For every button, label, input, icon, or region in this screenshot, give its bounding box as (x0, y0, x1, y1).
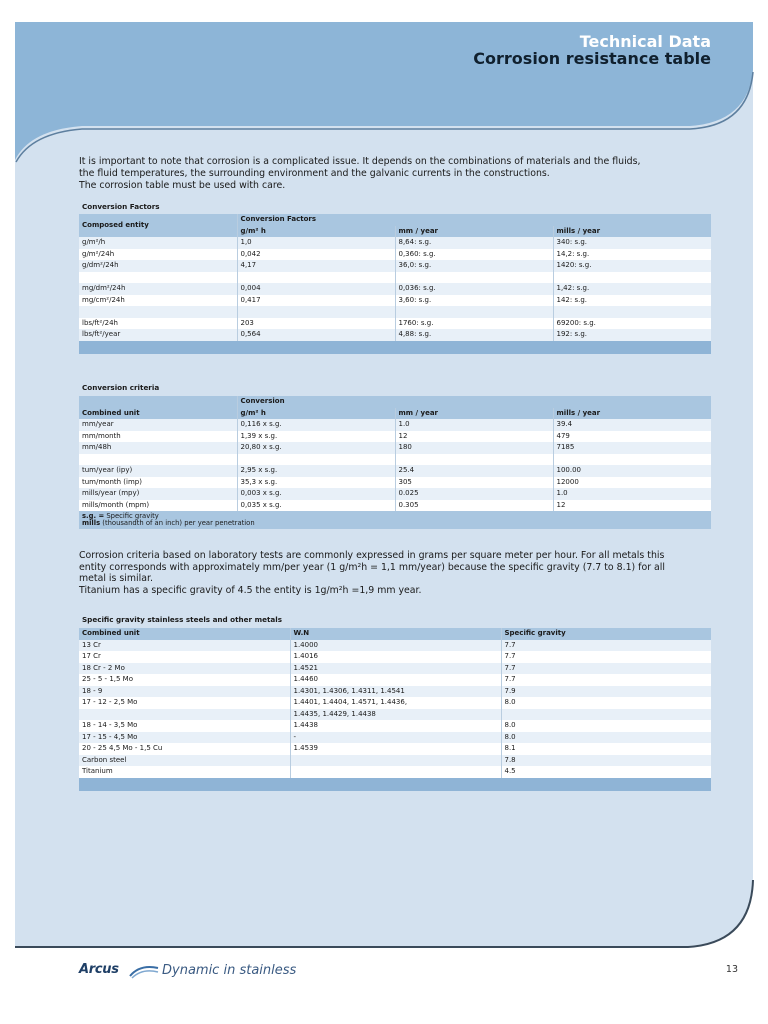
table-cell: 2,95 x s.g. (237, 465, 395, 477)
table-cell (395, 454, 553, 466)
table-cell: 1.4539 (290, 743, 501, 755)
table-cell: 1,42: s.g. (553, 283, 711, 295)
table-cell: 69200: s.g. (553, 318, 711, 330)
table-cell: 17 - 12 - 2,5 Mo (79, 697, 290, 709)
table-cell: 17 - 15 - 4,5 Mo (79, 732, 290, 744)
group-header: Conversion (237, 396, 711, 408)
table-cell: 305 (395, 477, 553, 489)
table-cell: 18 - 9 (79, 686, 290, 698)
table-cell: mills/month (mpm) (79, 500, 237, 512)
conversion-criteria-table (79, 396, 711, 529)
table-cell: mm/year (79, 419, 237, 431)
table-cell: g/m²/24h (79, 249, 237, 261)
table-cell: 1.4521 (290, 663, 501, 675)
table-cell: 180 (395, 442, 553, 454)
table-row (79, 295, 711, 307)
table-cell: 1.0 (553, 488, 711, 500)
table-row (79, 260, 711, 272)
table-cell: 8.0 (501, 697, 711, 709)
table-cell (395, 306, 553, 318)
table-cell: 7.9 (501, 686, 711, 698)
table-cell: 203 (237, 318, 395, 330)
table-row (79, 272, 711, 284)
table-row (79, 237, 711, 249)
arcus-wave-icon (128, 962, 160, 980)
table-header-row (79, 628, 711, 640)
table-cell: 35,3 x s.g. (237, 477, 395, 489)
table-row (79, 306, 711, 318)
table-cell: 1.4438 (290, 720, 501, 732)
table-cell (79, 272, 237, 284)
table-cell: mm/48h (79, 442, 237, 454)
table-cell: 17 Cr (79, 651, 290, 663)
logo-text: Arcus (79, 962, 119, 977)
table-row (79, 283, 711, 295)
intro-line: the fluid temperatures, the surrounding environment and the galvanic currents in the constructions. (79, 168, 550, 179)
note-sg-label: s.g. = (82, 511, 105, 520)
table-header-row (79, 214, 711, 226)
header-spacer (79, 396, 237, 408)
table-cell: 13 Cr (79, 640, 290, 652)
table-row (79, 674, 711, 686)
table-cell: 3,60: s.g. (395, 295, 553, 307)
intro-line: The corrosion table must be used with care. (79, 180, 286, 191)
table-row (79, 743, 711, 755)
conversion-factors-title: Conversion Factors (82, 202, 160, 211)
column-header: g/m² h (237, 408, 395, 420)
table-cell: 18 Cr - 2 Mo (79, 663, 290, 675)
table-row (79, 732, 711, 744)
table-cell: 4,17 (237, 260, 395, 272)
table-cell: 12000 (553, 477, 711, 489)
table-cell (553, 272, 711, 284)
table-cell: 25.4 (395, 465, 553, 477)
table-cell: 0.025 (395, 488, 553, 500)
table-cell: 7.7 (501, 651, 711, 663)
table-cell (79, 454, 237, 466)
header-subtitle: Corrosion resistance table (473, 49, 711, 68)
table-cell (290, 755, 501, 767)
table-cell: 7.8 (501, 755, 711, 767)
table-cell: 12 (395, 431, 553, 443)
table-row (79, 500, 711, 512)
table-cell (237, 454, 395, 466)
note-sg-text: Specific gravity (106, 511, 159, 520)
column-header: mills / year (553, 408, 711, 420)
table-cell: 192: s.g. (553, 329, 711, 341)
table-cell: 8.0 (501, 732, 711, 744)
specific-gravity-title: Specific gravity stainless steels and other metals (82, 615, 282, 624)
column-header: g/m² h (237, 226, 395, 238)
table-cell: 0.305 (395, 500, 553, 512)
column-header: Combined unit (79, 408, 237, 420)
column-header: mm / year (395, 408, 553, 420)
table-row (79, 663, 711, 675)
table-cell: 4.5 (501, 766, 711, 778)
intro-line: It is important to note that corrosion is a complicated issue. It depends on the combinations of materials and the fluids, (79, 156, 641, 167)
table-cell: 7.7 (501, 640, 711, 652)
note-mills-label: mills (82, 519, 101, 527)
table-cell: 0,417 (237, 295, 395, 307)
table-cell (553, 454, 711, 466)
table-cell: 8.0 (501, 720, 711, 732)
table-cell: 12 (553, 500, 711, 512)
table-cell: 1.4401, 1.4404, 1.4571, 1.4436, (290, 697, 501, 709)
paragraph-line: Corrosion criteria based on laboratory tests are commonly expressed in grams per square meter per hour. For all metals this (79, 550, 665, 561)
table-cell: 1760: s.g. (395, 318, 553, 330)
table-cell: 0,035 x s.g. (237, 500, 395, 512)
table-cell (553, 306, 711, 318)
table-cell: 7185 (553, 442, 711, 454)
table-cell: 340: s.g. (553, 237, 711, 249)
table-cell: tum/month (imp) (79, 477, 237, 489)
specific-gravity-table (79, 628, 711, 791)
table-note (79, 511, 711, 529)
column-header: W.N (290, 628, 501, 640)
table-cell: g/dm²/24h (79, 260, 237, 272)
paragraph-line: entity corresponds with approximately mm/per year (1 g/m²h = 1,1 mm/year) because the specific gravity (7.7 to 8.1) for all (79, 561, 666, 573)
column-header: mm / year (395, 226, 553, 238)
table-cell: mg/cm²/24h (79, 295, 237, 307)
table-cell: Titanium (79, 766, 290, 778)
table-cell: lbs/ft²/24h (79, 318, 237, 330)
table-cell: 7.7 (501, 663, 711, 675)
table-cell: lbs/ft²/year (79, 329, 237, 341)
table-row (79, 431, 711, 443)
table-cell (237, 306, 395, 318)
table-cell: 7.7 (501, 674, 711, 686)
table-row (79, 477, 711, 489)
table-row (79, 419, 711, 431)
table-row (79, 766, 711, 778)
table-footer (79, 341, 711, 354)
header-title: Technical Data (579, 32, 711, 51)
table-cell: 142: s.g. (553, 295, 711, 307)
table-row (79, 640, 711, 652)
table-cell: 0,360: s.g. (395, 249, 553, 261)
table-row (79, 249, 711, 261)
table-cell: 100.00 (553, 465, 711, 477)
table-row (79, 720, 711, 732)
table-cell: 0,036: s.g. (395, 283, 553, 295)
table-row (79, 318, 711, 330)
criteria-paragraph (79, 550, 719, 596)
table-cell: mm/month (79, 431, 237, 443)
table-cell (395, 272, 553, 284)
table-cell (501, 709, 711, 721)
table-cell (79, 709, 290, 721)
table-cell: 1.4301, 1.4306, 1.4311, 1.4541 (290, 686, 501, 698)
column-header: mills / year (553, 226, 711, 238)
table-row (79, 709, 711, 721)
conversion-criteria-title: Conversion criteria (82, 383, 160, 392)
table-footer (79, 778, 711, 791)
table-row (79, 755, 711, 767)
table-cell: 39.4 (553, 419, 711, 431)
page-number: 13 (725, 964, 738, 975)
table-cell: 1420: s.g. (553, 260, 711, 272)
table-cell: 1.4016 (290, 651, 501, 663)
conversion-factors-table (79, 214, 711, 354)
table-cell: 479 (553, 431, 711, 443)
table-row (79, 697, 711, 709)
paragraph-line: metal is similar. (79, 573, 153, 585)
table-cell: 0,004 (237, 283, 395, 295)
table-cell: 14,2: s.g. (553, 249, 711, 261)
table-cell: 0,564 (237, 329, 395, 341)
table-cell: 0,042 (237, 249, 395, 261)
table-cell: mills/year (mpy) (79, 488, 237, 500)
table-cell: 25 - 5 - 1,5 Mo (79, 674, 290, 686)
paragraph-line: Titanium has a specific gravity of 4.5 the entity is 1g/m²h =1,9 mm year. (79, 584, 422, 596)
table-row (79, 329, 711, 341)
table-cell: 0,116 x s.g. (237, 419, 395, 431)
table-row (79, 442, 711, 454)
note-mills-text: (thousandth of an inch) per year penetration (102, 519, 255, 527)
table-cell: 20,80 x s.g. (237, 442, 395, 454)
table-cell (290, 766, 501, 778)
table-row (79, 686, 711, 698)
table-row (79, 454, 711, 466)
footer-tagline: Dynamic in stainless (162, 963, 297, 978)
table-row (79, 651, 711, 663)
table-cell: 1.4000 (290, 640, 501, 652)
table-header-row (79, 408, 711, 420)
table-row (79, 465, 711, 477)
table-cell: 1.0 (395, 419, 553, 431)
table-cell: 1.4435, 1.4429, 1.4438 (290, 709, 501, 721)
table-cell: Carbon steel (79, 755, 290, 767)
table-cell: 18 - 14 - 3,5 Mo (79, 720, 290, 732)
column-header: Combined unit (79, 628, 290, 640)
table-cell: 1,39 x s.g. (237, 431, 395, 443)
intro-paragraph (79, 156, 699, 192)
table-cell: 0,003 x s.g. (237, 488, 395, 500)
arcus-logo (79, 962, 119, 977)
table-cell: 1,0 (237, 237, 395, 249)
group-header: Conversion Factors (237, 214, 711, 226)
table-cell: 8,64: s.g. (395, 237, 553, 249)
table-cell: 8.1 (501, 743, 711, 755)
table-cell (79, 306, 237, 318)
table-row (79, 488, 711, 500)
table-cell: 20 - 25 4,5 Mo - 1,5 Cu (79, 743, 290, 755)
column-header: Composed entity (79, 214, 237, 237)
table-cell: tum/year (ipy) (79, 465, 237, 477)
table-cell: mg/dm²/24h (79, 283, 237, 295)
table-cell (237, 272, 395, 284)
column-header: Specific gravity (501, 628, 711, 640)
table-cell: g/m²/h (79, 237, 237, 249)
table-cell: 36,0: s.g. (395, 260, 553, 272)
table-header-row (79, 396, 711, 408)
table-cell: 4,88: s.g. (395, 329, 553, 341)
table-cell: 1.4460 (290, 674, 501, 686)
table-cell: - (290, 732, 501, 744)
